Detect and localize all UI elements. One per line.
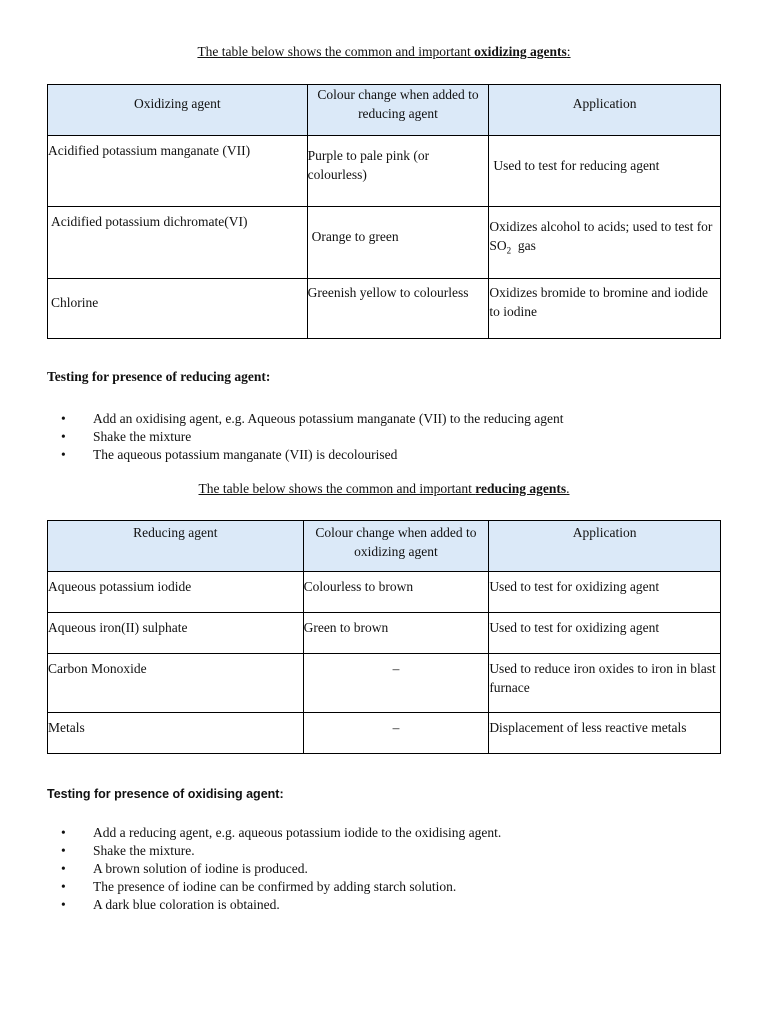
list-item: • A brown solution of iodine is produced.	[47, 860, 501, 878]
agent-cell: Aqueous potassium iodide	[48, 572, 304, 613]
oxidising-test-list	[47, 824, 501, 914]
caption-text: The table below shows the common and important	[198, 481, 476, 496]
header-application: Application	[489, 85, 721, 136]
agent-cell: Aqueous iron(II) sulphate	[48, 613, 304, 654]
reducing-agents-table	[47, 520, 721, 754]
list-item: • Add an oxidising agent, e.g. Aqueous potassium manganate (VII) to the reducing agent	[47, 410, 564, 428]
table-row	[48, 279, 721, 339]
header-colour-change: Colour change when added to reducing agent	[307, 85, 489, 136]
application-cell: Displacement of less reactive metals	[489, 713, 721, 754]
application-cell: Used to reduce iron oxides to iron in blast furnace	[489, 654, 721, 713]
colour-cell: Orange to green	[307, 207, 489, 279]
agent-cell: Acidified potassium dichromate(VI)	[48, 207, 308, 279]
reducing-test-heading: Testing for presence of reducing agent:	[47, 369, 271, 384]
header-application: Application	[489, 521, 721, 572]
table-row	[48, 654, 721, 713]
table-header-row	[48, 85, 721, 136]
agent-cell: Metals	[48, 713, 304, 754]
colour-cell: Purple to pale pink (or colourless)	[307, 136, 489, 207]
application-cell: Oxidizes bromide to bromine and iodide to iodine	[489, 279, 721, 339]
table-header-row	[48, 521, 721, 572]
caption-suffix: :	[566, 44, 571, 59]
header-reducing-agent: Reducing agent	[48, 521, 304, 572]
oxidising-test-heading: Testing for presence of oxidising agent:	[47, 787, 284, 801]
application-cell: Used to test for oxidizing agent	[489, 613, 721, 654]
table-row	[48, 207, 721, 279]
colour-cell: Green to brown	[303, 613, 489, 654]
caption-suffix: .	[566, 481, 570, 496]
list-item: • A dark blue coloration is obtained.	[47, 896, 501, 914]
caption-bold: oxidizing agents	[474, 44, 567, 59]
colour-cell: Greenish yellow to colourless	[307, 279, 489, 339]
application-cell: Oxidizes alcohol to acids; used to test for $SO_2$ gas	[489, 207, 721, 279]
oxidizing-table-caption	[0, 44, 768, 60]
list-item: • The aqueous potassium manganate (VII) is decolourised	[47, 446, 564, 464]
table-row	[48, 136, 721, 207]
list-item: • Shake the mixture	[47, 428, 564, 446]
reducing-test-list	[47, 410, 564, 464]
caption-bold: reducing agents	[475, 481, 567, 496]
header-oxidizing-agent: Oxidizing agent	[48, 85, 308, 136]
colour-cell: –	[303, 713, 489, 754]
colour-cell: –	[303, 654, 489, 713]
oxidizing-agents-table	[47, 84, 721, 339]
application-cell: Used to test for reducing agent	[489, 136, 721, 207]
table-row	[48, 713, 721, 754]
list-item: • Shake the mixture.	[47, 842, 501, 860]
list-item: • The presence of iodine can be confirmed by adding starch solution.	[47, 878, 501, 896]
caption-text: The table below shows the common and important	[197, 44, 475, 59]
table-row	[48, 613, 721, 654]
reducing-table-caption	[0, 481, 768, 497]
colour-cell: Colourless to brown	[303, 572, 489, 613]
list-item: • Add a reducing agent, e.g. aqueous potassium iodide to the oxidising agent.	[47, 824, 501, 842]
agent-cell: Carbon Monoxide	[48, 654, 304, 713]
application-cell: Used to test for oxidizing agent	[489, 572, 721, 613]
agent-cell: Acidified potassium manganate (VII)	[48, 136, 308, 207]
agent-cell: Chlorine	[48, 279, 308, 339]
header-colour-change: Colour change when added to oxidizing agent	[303, 521, 489, 572]
table-row	[48, 572, 721, 613]
